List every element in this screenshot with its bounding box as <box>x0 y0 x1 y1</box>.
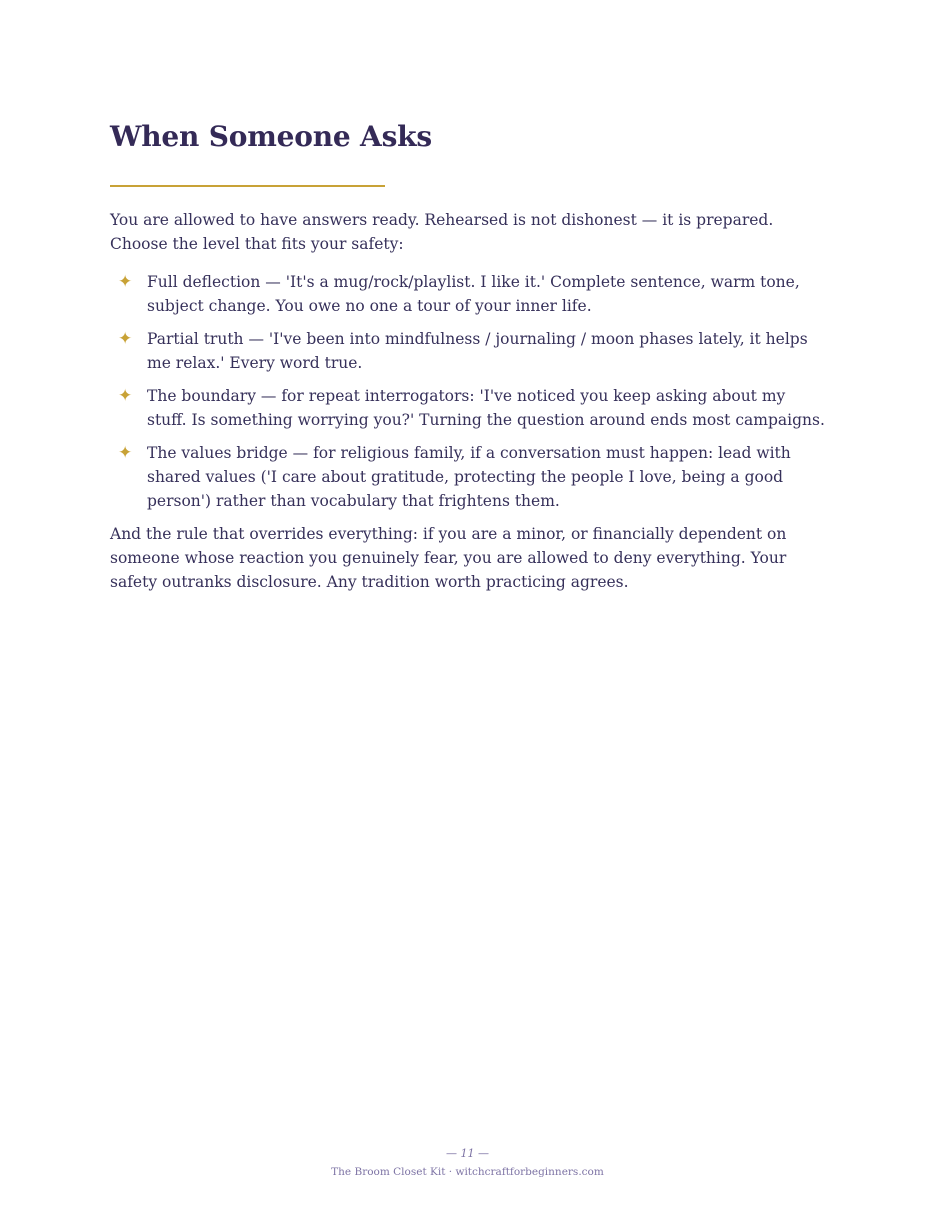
page-number: — 11 — <box>446 1147 489 1160</box>
list-item <box>110 327 825 375</box>
list-item <box>110 270 825 318</box>
closing-paragraph: And the rule that overrides everything: if you are a minor, or financially dependent on someone whose reaction you genuinely fear, you are allowed to deny everything. Your safety outranks disclosure. Any tradition worth practicing agrees. <box>110 525 787 591</box>
four-point-star-icon: ✦ <box>118 386 133 406</box>
list-item-text: Full deflection — 'It's a mug/rock/playlist. I like it.' Complete sentence, warm tone, subject change. You owe no one a tour of your inner life. <box>147 273 800 315</box>
page-footer <box>0 1146 935 1180</box>
four-point-star-icon: ✦ <box>118 443 133 463</box>
title-divider <box>110 185 385 187</box>
intro-paragraph: You are allowed to have answers ready. Rehearsed is not dishonest — it is prepared. Choose the level that fits your safety: <box>110 211 774 253</box>
list-item-text: Partial truth — 'I've been into mindfulness / journaling / moon phases lately, it helps me relax.' Every word true. <box>147 330 808 372</box>
list-item <box>110 441 825 513</box>
section-title: When Someone Asks <box>110 120 432 153</box>
page-content <box>110 118 825 594</box>
answer-list <box>110 270 825 513</box>
list-item-text: The boundary — for repeat interrogators: 'I've noticed you keep asking about my stuff. Is something worrying you?' Turning the question around ends most campaigns. <box>147 387 825 429</box>
footer-credit: The Broom Closet Kit · witchcraftforbeginners.com <box>331 1166 604 1178</box>
four-point-star-icon: ✦ <box>118 272 133 292</box>
list-item <box>110 384 825 432</box>
four-point-star-icon: ✦ <box>118 329 133 349</box>
list-item-text: The values bridge — for religious family, if a conversation must happen: lead with shared values ('I care about gratitude, protecting the people I love, being a good person') rather than vocabulary that frightens them. <box>147 444 791 510</box>
